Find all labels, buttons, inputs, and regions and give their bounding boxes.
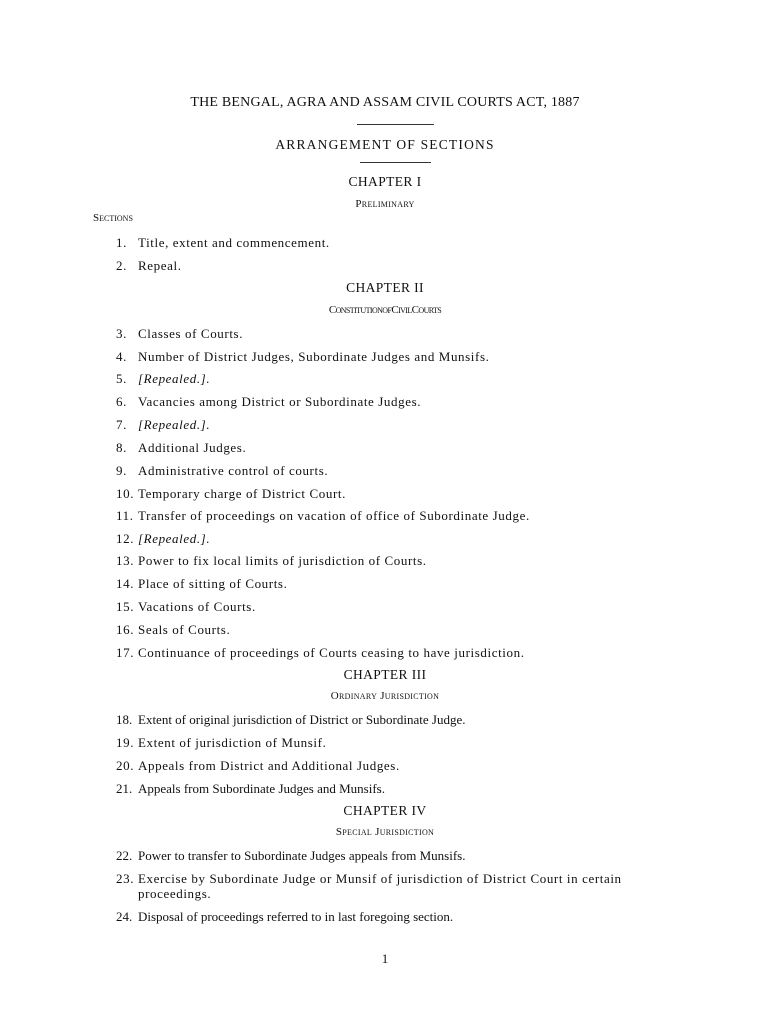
section-item	[116, 645, 676, 660]
section-text: Extent of original jurisdiction of District or Subordinate Judge.	[138, 712, 466, 727]
page-number: 1	[381, 951, 389, 966]
section-text: Transfer of proceedings on vacation of office of Subordinate Judge.	[138, 508, 530, 523]
chapter-4-heading: CHAPTER IV	[343, 803, 427, 818]
section-item	[116, 758, 676, 773]
section-item	[116, 463, 676, 478]
arrangement-heading: ARRANGEMENT OF SECTIONS	[275, 137, 495, 152]
section-number: 13.	[116, 553, 135, 568]
section-text: Power to transfer to Subordinate Judges appeals from Munsifs.	[138, 848, 466, 863]
arrangement-rule	[360, 162, 431, 163]
section-text: Repeal.	[138, 258, 182, 273]
section-number: 5.	[116, 371, 127, 386]
chapter-3-heading: CHAPTER III	[343, 667, 427, 682]
section-number: 9.	[116, 463, 127, 478]
section-text: Appeals from District and Additional Judges.	[138, 758, 400, 773]
section-number: 24.	[116, 909, 133, 924]
section-number: 3.	[116, 326, 127, 341]
section-text: Vacations of Courts.	[138, 599, 256, 614]
section-text: Temporary charge of District Court.	[138, 486, 346, 501]
section-number: 1.	[116, 235, 127, 250]
section-item	[116, 848, 676, 863]
section-number: 12.	[116, 531, 135, 546]
section-item	[116, 326, 676, 341]
section-item	[116, 371, 676, 386]
section-number: 7.	[116, 417, 127, 432]
section-text: [Repealed.].	[138, 417, 211, 432]
section-text: Seals of Courts.	[138, 622, 231, 637]
section-item	[116, 599, 676, 614]
section-number: 17.	[116, 645, 135, 660]
chapter-4-subtitle: Special Jurisdiction	[335, 826, 435, 838]
section-item	[116, 531, 676, 546]
section-item	[116, 553, 676, 568]
section-text: [Repealed.].	[138, 371, 211, 386]
section-text: Administrative control of courts.	[138, 463, 329, 478]
section-number: 2.	[116, 258, 127, 273]
section-number: 20.	[116, 758, 135, 773]
section-number: 23.	[116, 871, 135, 886]
section-text: Additional Judges.	[138, 440, 247, 455]
section-item	[116, 622, 676, 637]
section-item	[116, 712, 676, 727]
section-number: 4.	[116, 349, 127, 364]
section-item	[116, 440, 676, 455]
section-text: [Repealed.].	[138, 531, 211, 546]
section-text: Number of District Judges, Subordinate Judges and Munsifs.	[138, 349, 490, 364]
chapter-1-subtitle: Preliminary	[355, 198, 415, 210]
section-item	[116, 871, 698, 901]
section-text: Extent of jurisdiction of Munsif.	[138, 735, 327, 750]
section-item	[116, 508, 676, 523]
section-text: Disposal of proceedings referred to in last foregoing section.	[138, 909, 454, 924]
section-number: 8.	[116, 440, 127, 455]
section-number: 14.	[116, 576, 135, 591]
title-rule	[357, 124, 434, 125]
section-item	[116, 349, 676, 364]
section-item	[116, 417, 676, 432]
sections-label: Sections	[93, 212, 133, 224]
section-number: 16.	[116, 622, 135, 637]
section-number: 6.	[116, 394, 127, 409]
section-item	[116, 258, 676, 273]
section-item	[116, 909, 676, 924]
section-number: 19.	[116, 735, 135, 750]
chapter-1-heading: CHAPTER I	[348, 174, 422, 189]
section-text: Exercise by Subordinate Judge or Munsif of jurisdiction of District Court in certain proceedings.	[138, 871, 622, 901]
section-text: Vacancies among District or Subordinate Judges.	[138, 394, 422, 409]
section-number: 18.	[116, 712, 133, 727]
section-text: Appeals from Subordinate Judges and Munsifs.	[138, 781, 385, 796]
section-number: 11.	[116, 508, 134, 523]
section-number: 22.	[116, 848, 133, 863]
section-number: 21.	[116, 781, 133, 796]
section-item	[116, 735, 676, 750]
section-item	[116, 486, 676, 501]
section-item	[116, 781, 676, 796]
section-item	[116, 394, 676, 409]
section-number: 10.	[116, 486, 135, 501]
chapter-2-subtitle: ConstitutionofCivilCourts	[328, 304, 442, 316]
section-text: Title, extent and commencement.	[138, 235, 330, 250]
section-item	[116, 235, 676, 250]
document-title: THE BENGAL, AGRA AND ASSAM CIVIL COURTS ACT, 1887	[190, 95, 580, 110]
section-item	[116, 576, 676, 591]
section-text: Classes of Courts.	[138, 326, 244, 341]
section-number: 15.	[116, 599, 135, 614]
chapter-3-subtitle: Ordinary Jurisdiction	[330, 690, 440, 702]
section-text: Power to fix local limits of jurisdiction of Courts.	[138, 553, 427, 568]
chapter-2-heading: CHAPTER II	[346, 280, 424, 295]
section-text: Continuance of proceedings of Courts ceasing to have jurisdiction.	[138, 645, 525, 660]
section-text: Place of sitting of Courts.	[138, 576, 288, 591]
